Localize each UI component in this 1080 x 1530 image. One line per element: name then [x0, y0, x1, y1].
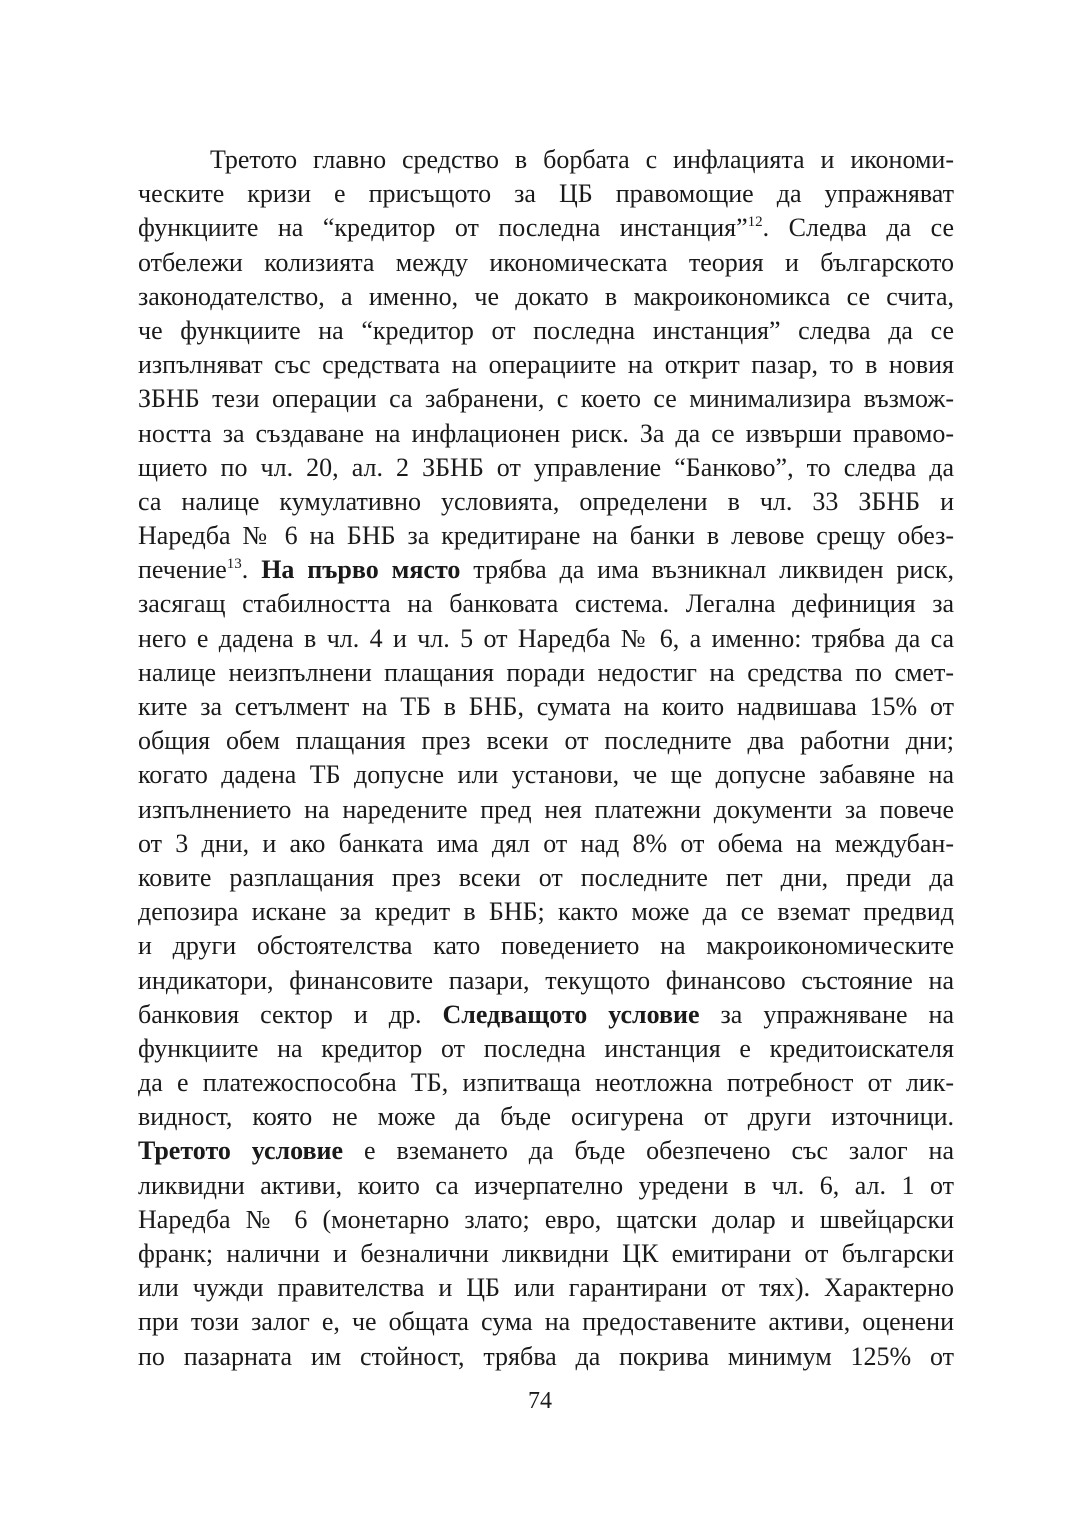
bold-phrase: Следващото условие: [442, 999, 700, 1029]
text-line: по пазарната им стойност, трябва да покрива минимум 125% от: [138, 1341, 954, 1371]
text-line: отбележи колизията между икономическата теория и българското: [138, 247, 954, 277]
text-line: да е платежоспособна ТБ, изпитваща неотложна потребност от лик-: [138, 1068, 954, 1098]
text-line: или чужди правителства и ЦБ или гарантирани от тях). Характерно: [138, 1273, 954, 1303]
text-line: франк; налични и безналични ликвидни ЦК емитирани от български: [138, 1239, 954, 1268]
text-line: изпълняват със средствата на операциите на открит пазар, то в новия: [138, 350, 954, 380]
text-line: когато дадена ТБ допусне или установи, че ще допусне забавяне на: [138, 760, 954, 790]
text-line: са налице кумулативно условията, определени в чл. 33 ЗБНБ и: [138, 486, 954, 516]
text-line: функциите на “кредитор от последна инстанция”$^{12}$. Следва да се: [138, 213, 954, 243]
text-line: от 3 дни, и ако банката има дял от над 8% от обема на междубан-: [138, 828, 954, 858]
text-line: ческите кризи е присъщото за ЦБ правомощие да упражняват: [138, 179, 954, 209]
text-line: Третото главно средство в борбата с инфлацията и икономи-: [210, 145, 954, 174]
text-line: печение$^{13}$. На първо място трябва да има възникнал ликвиден риск,: [138, 555, 955, 585]
text-line: депозира искане за кредит в БНБ; както може да се вземат предвид: [138, 897, 954, 927]
text-line: ността за създаване на инфлационен риск. За да се извърши правомо-: [138, 418, 954, 448]
text-line: ковите разплащания през всеки от последните пет дни, преди да: [138, 862, 954, 892]
text-line: ките за сетълмент на ТБ в БНБ, сумата на които надвишава 15% от: [138, 692, 954, 721]
text-line: Третото условие е вземането да бъде обезпечено със залог на: [138, 1136, 954, 1166]
bold-phrase: Третото условие: [138, 1136, 344, 1166]
text-line: че функциите на “кредитор от последна инстанция” следва да се: [138, 315, 954, 345]
text-line: функциите на кредитор от последна инстанция е кредитоискателя: [138, 1033, 954, 1063]
text-line: Наредба № 6 (монетарно злато; евро, щатски долар и швейцарски: [138, 1204, 954, 1234]
text-line: изпълнението на наредените пред нея платежни документи за повече: [138, 794, 954, 824]
footnote-ref-12: 12: [747, 214, 763, 231]
text-line: при този залог е, че общата сума на предоставените активи, оценени: [138, 1307, 954, 1337]
text-line: засягащ стабилността на банковата система. Легална дефиниция за: [138, 589, 954, 619]
body-paragraph: [138, 143, 954, 1374]
text-line: индикатори, финансовите пазари, текущото финансово състояние на: [138, 965, 954, 995]
text-line: налице неизпълнени плащания поради недостиг на средства по смет-: [138, 657, 954, 687]
page-number: 74: [528, 1388, 552, 1414]
text-line: законодателство, а именно, че докато в макроикономикса се счита,: [138, 281, 954, 311]
text-line: общия обем плащания през всеки от последните два работни дни;: [138, 726, 954, 756]
text-line: видност, която не може да бъде осигурена от други източници.: [138, 1102, 954, 1132]
text-line: ЗБНБ тези операции са забранени, с което се минимализира възмож-: [138, 384, 954, 414]
text-line: и други обстоятелства като поведението на макроикономическите: [138, 931, 954, 961]
bold-phrase: На първо място: [261, 555, 461, 585]
text-line: него е дадена в чл. 4 и чл. 5 от Наредба № 6, а именно: трябва да са: [138, 623, 954, 653]
text-line: щието по чл. 20, ал. 2 ЗБНБ от управление “Банково”, то следва да: [138, 452, 954, 482]
text-line: банковия сектор и др. Следващото условие за упражняване на: [138, 999, 954, 1029]
text-line: Наредба № 6 на БНБ за кредитиране на банки в левове срещу обез-: [138, 521, 954, 551]
text-line: ликвидни активи, които са изчерпателно уредени в чл. 6, ал. 1 от: [138, 1170, 954, 1200]
footnote-ref-13: 13: [226, 556, 242, 573]
